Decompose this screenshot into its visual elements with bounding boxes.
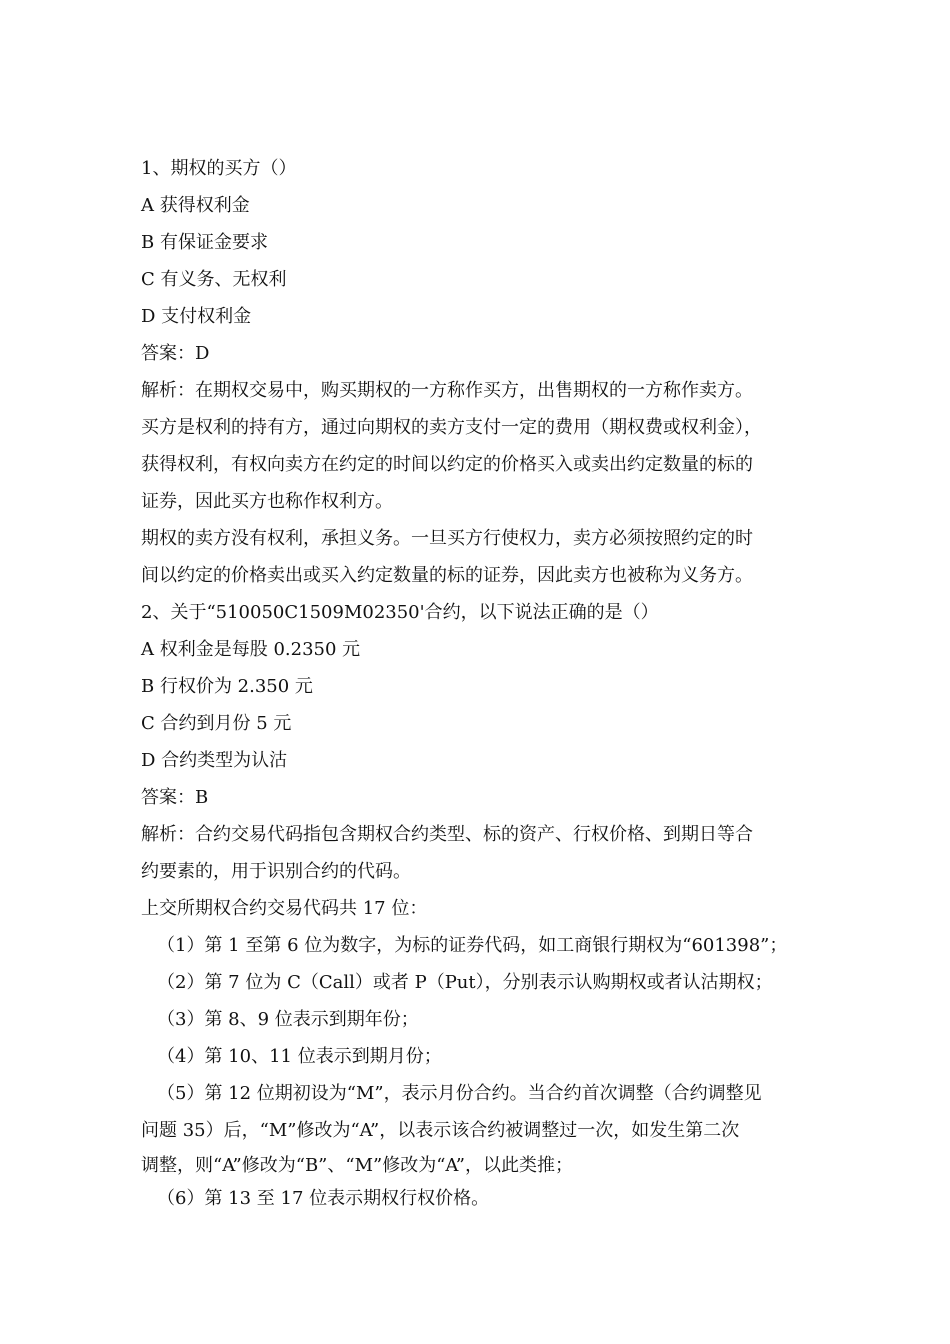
q1-analysis-line-3: 获得权利，有权向卖方在约定的时间以约定的价格买入或卖出约定数量的标的 — [141, 454, 753, 475]
q2-rule-4: （4）第 10、11 位表示到期月份； — [157, 1046, 442, 1067]
document-page — [141, 150, 831, 1215]
q1-analysis-line-2: 买方是权利的持有方，通过向期权的卖方支付一定的费用（期权费或权利金）， — [141, 417, 762, 438]
q1-option-c: C 有义务、无权利 — [141, 269, 287, 290]
q2-option-c: C 合约到月份 5 元 — [141, 713, 292, 734]
q1-analysis-line-1: 解析：在期权交易中，购买期权的一方称作买方，出售期权的一方称作卖方。 — [141, 380, 753, 401]
q1-answer: 答案：D — [141, 343, 210, 364]
q1-option-d: D 支付权利金 — [141, 306, 252, 327]
q2-analysis-line-3: 上交所期权合约交易代码共 17 位： — [141, 898, 428, 919]
q2-rule-3: （3）第 8、9 位表示到期年份； — [157, 1009, 419, 1030]
q2-rule-5-line-3: 调整，则“A”修改为“B”、“M”修改为“A”，以此类推； — [141, 1155, 573, 1176]
q2-analysis-line-2: 约要素的，用于识别合约的代码。 — [141, 861, 411, 882]
q2-rule-1: （1）第 1 至第 6 位为数字，为标的证券代码，如工商银行期权为“601398”； — [157, 935, 788, 956]
q2-answer: 答案：B — [141, 787, 209, 808]
q2-analysis-line-1: 解析：合约交易代码指包含期权合约类型、标的资产、行权价格、到期日等合 — [141, 824, 753, 845]
q1-option-a: A 获得权利金 — [141, 195, 250, 216]
q1-analysis-line-4: 证券，因此买方也称作权利方。 — [141, 491, 393, 512]
q1-analysis-line-5: 期权的卖方没有权利，承担义务。一旦买方行使权力，卖方必须按照约定的时 — [141, 528, 753, 549]
q1-analysis-line-6: 间以约定的价格卖出或买入约定数量的标的证券，因此卖方也被称为义务方。 — [141, 565, 753, 586]
q2-rule-6: （6）第 13 至 17 位表示期权行权价格。 — [157, 1188, 490, 1209]
q1-option-b: B 有保证金要求 — [141, 232, 268, 253]
q2-rule-2: （2）第 7 位为 C（Call）或者 P（Put），分别表示认购期权或者认沽期权； — [157, 972, 773, 993]
q1-question: 1、期权的买方（） — [141, 158, 297, 179]
q2-option-b: B 行权价为 2.350 元 — [141, 676, 313, 697]
q2-question: 2、关于“510050C1509M02350'合约，以下说法正确的是（） — [141, 602, 659, 623]
q2-rule-5-line-1: （5）第 12 位期初设为“M”，表示月份合约。当合约首次调整（合约调整见 — [157, 1083, 762, 1104]
q2-option-a: A 权利金是每股 0.2350 元 — [141, 639, 361, 660]
q2-rule-5-line-2: 问题 35）后，“M”修改为“A”，以表示该合约被调整过一次，如发生第二次 — [141, 1120, 740, 1141]
q2-option-d: D 合约类型为认沽 — [141, 750, 288, 771]
